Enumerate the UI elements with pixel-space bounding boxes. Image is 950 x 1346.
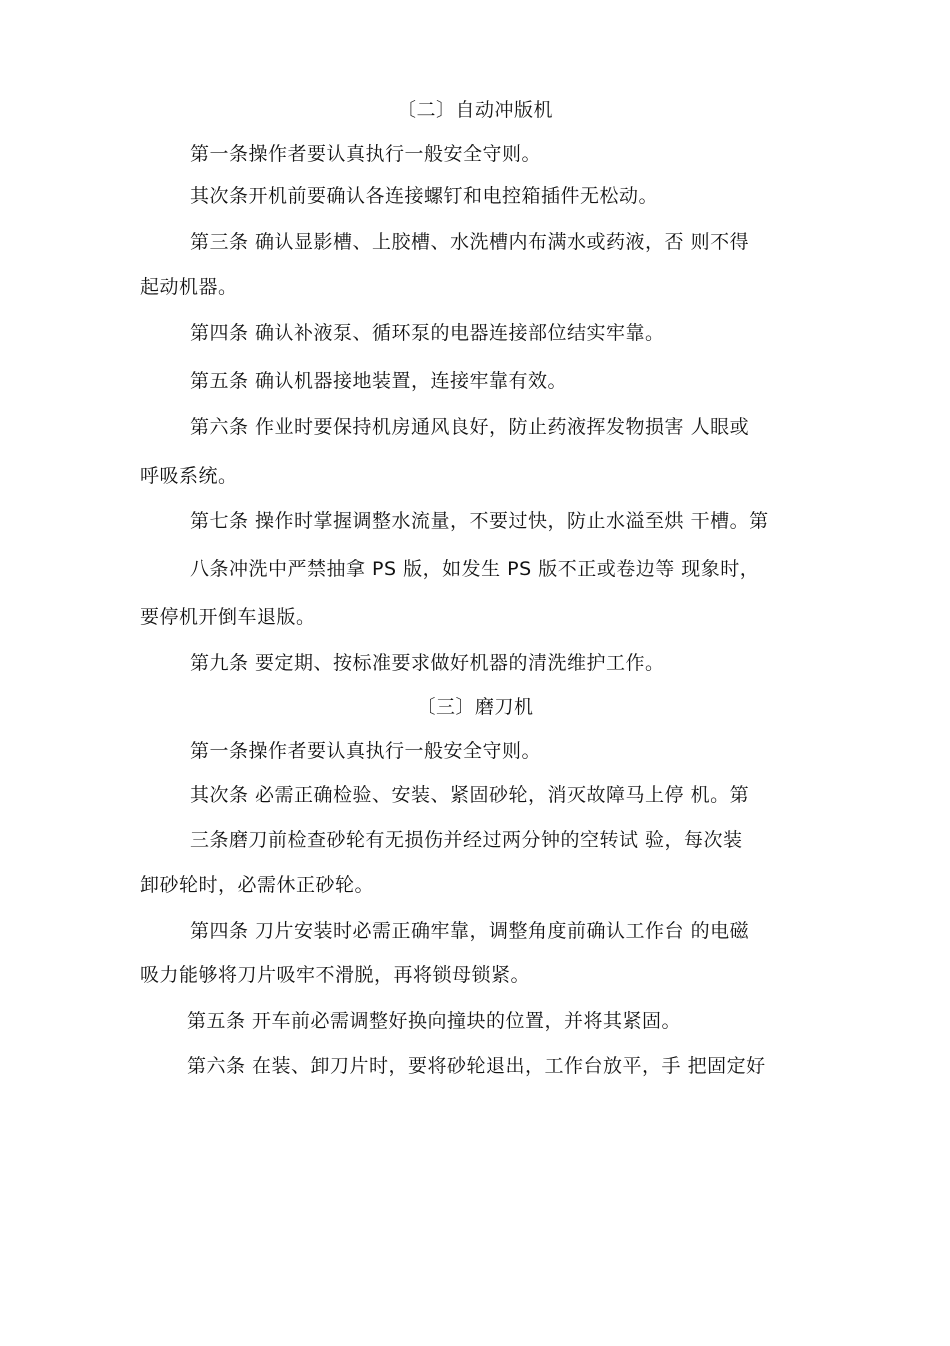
paragraph-line: 卸砂轮时，必需休正砂轮。 bbox=[140, 874, 375, 896]
paragraph-line: 吸力能够将刀片吸牢不滑脱，再将锁母锁紧。 bbox=[140, 964, 531, 986]
section-heading: 〔二〕自动冲版机 bbox=[396, 99, 553, 121]
paragraph-line: 第一条操作者要认真执行一般安全守则。 bbox=[190, 740, 542, 762]
paragraph-line: 第九条 要定期、按标准要求做好机器的清洗维护工作。 bbox=[190, 652, 665, 674]
paragraph-line: 第四条 刀片安装时必需正确牢靠，调整角度前确认工作台 的电磁 bbox=[190, 920, 750, 942]
paragraph-line: 第三条 确认显影槽、上胶槽、水洗槽内布满水或药液，否 则不得 bbox=[190, 231, 750, 253]
paragraph-line: 八条冲洗中严禁抽拿 PS 版，如发生 PS 版不正或卷边等 现象时， bbox=[190, 558, 760, 580]
paragraph-line: 第一条操作者要认真执行一般安全守则。 bbox=[190, 143, 542, 165]
paragraph-line: 要停机开倒车退版。 bbox=[140, 606, 316, 628]
paragraph-line: 第五条 确认机器接地装置，连接牢靠有效。 bbox=[190, 370, 568, 392]
paragraph-line: 第六条 在装、卸刀片时，要将砂轮退出，工作台放平，手 把固定好 bbox=[187, 1055, 766, 1077]
paragraph-line: 第七条 操作时掌握调整水流量，不要过快，防止水溢至烘 干槽。第 bbox=[190, 510, 769, 532]
paragraph-line: 第六条 作业时要保持机房通风良好，防止药液挥发物损害 人眼或 bbox=[190, 416, 750, 438]
paragraph-line: 呼吸系统。 bbox=[140, 465, 238, 487]
section-heading: 〔三〕磨刀机 bbox=[416, 696, 534, 718]
paragraph-line: 其次条开机前要确认各连接螺钉和电控箱插件无松动。 bbox=[190, 185, 659, 207]
paragraph-line: 第四条 确认补液泵、循环泵的电器连接部位结实牢靠。 bbox=[190, 322, 665, 344]
paragraph-line: 起动机器。 bbox=[140, 276, 238, 298]
paragraph-line: 其次条 必需正确检验、安装、紧固砂轮，消灭故障马上停 机。第 bbox=[190, 784, 750, 806]
paragraph-line: 三条磨刀前检查砂轮有无损伤并经过两分钟的空转试 验，每次装 bbox=[190, 829, 743, 851]
paragraph-line: 第五条 开车前必需调整好换向撞块的位置，并将其紧固。 bbox=[187, 1010, 682, 1032]
